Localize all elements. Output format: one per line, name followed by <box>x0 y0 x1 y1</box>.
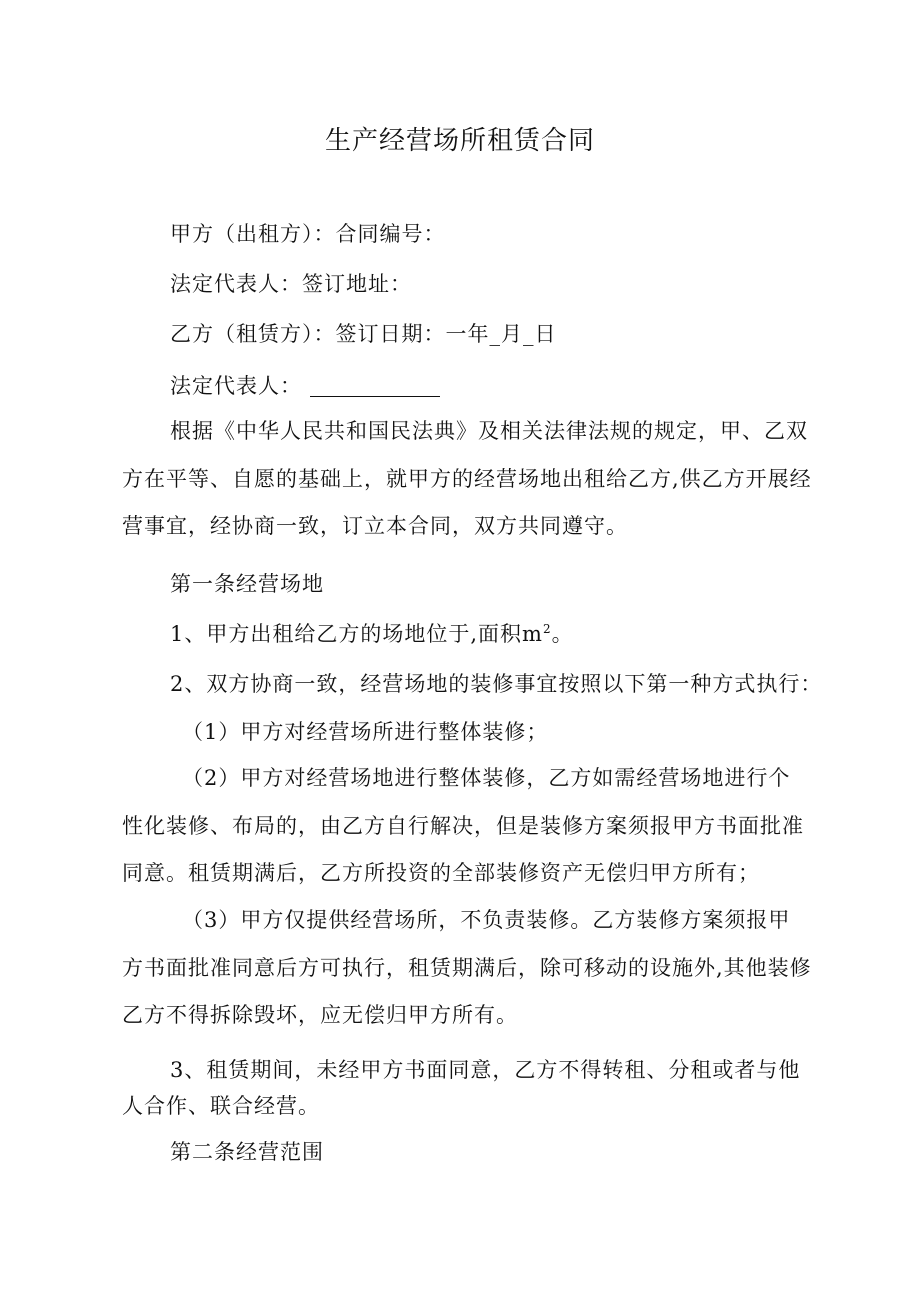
article1-item3: 3、租赁期间，未经甲方书面同意，乙方不得转租、分租或者与他人合作、联合经营。 <box>122 1058 801 1118</box>
article1-heading: 第一条经营场地 <box>170 572 324 596</box>
document-title: 生产经营场所租赁合同 <box>324 126 595 156</box>
area-unit-superscript: 2 <box>542 622 552 636</box>
party-b-text: 乙方（租赁方）：签订日期：一年_月_日 <box>170 322 557 346</box>
article1-item2: 2、双方协商一致，经营场地的装修事宜按照以下第一种方式执行： <box>170 672 823 696</box>
article1-item1-text: 1、甲方出租给乙方的场地位于,面积m <box>170 622 543 646</box>
legal-rep-b-label: 法定代表人： <box>170 374 302 398</box>
party-a-line: 甲方（出租方）：合同编号： <box>170 222 446 246</box>
article1-option1: （1）甲方对经营场所进行整体装修； <box>182 720 549 744</box>
preamble-paragraph: 根据《中华人民共和国民法典》及相关法律法规的规定，甲、乙双方在平等、自愿的基础上，就甲方的经营场地出租给乙方,供乙方开展经营事宜，经协商一致，订立本合同，双方共同遵守。 <box>122 419 812 538</box>
article1-item1-end: 。 <box>551 622 574 646</box>
article1-option2: （2）甲方对经营场地进行整体装修，乙方如需经营场地进行个性化装修、布局的，由乙方自行解决，但是装修方案须报甲方书面批准同意。租赁期满后，乙方所投资的全部装修资产无偿归甲方所有； <box>122 766 804 885</box>
legal-rep-b-line <box>170 370 440 400</box>
article2-heading: 第二条经营范围 <box>170 1140 324 1164</box>
article1-option3: （3）甲方仅提供经营场所，不负责装修。乙方装修方案须报甲方书面批准同意后方可执行，租赁期满后，除可移动的设施外,其他装修乙方不得拆除毁坏，应无偿归甲方所有。 <box>122 908 812 1027</box>
signature-blank <box>310 374 440 397</box>
article1-item1 <box>170 618 574 648</box>
party-b-line <box>170 318 557 348</box>
legal-rep-a-line: 法定代表人：签订地址： <box>170 272 412 296</box>
